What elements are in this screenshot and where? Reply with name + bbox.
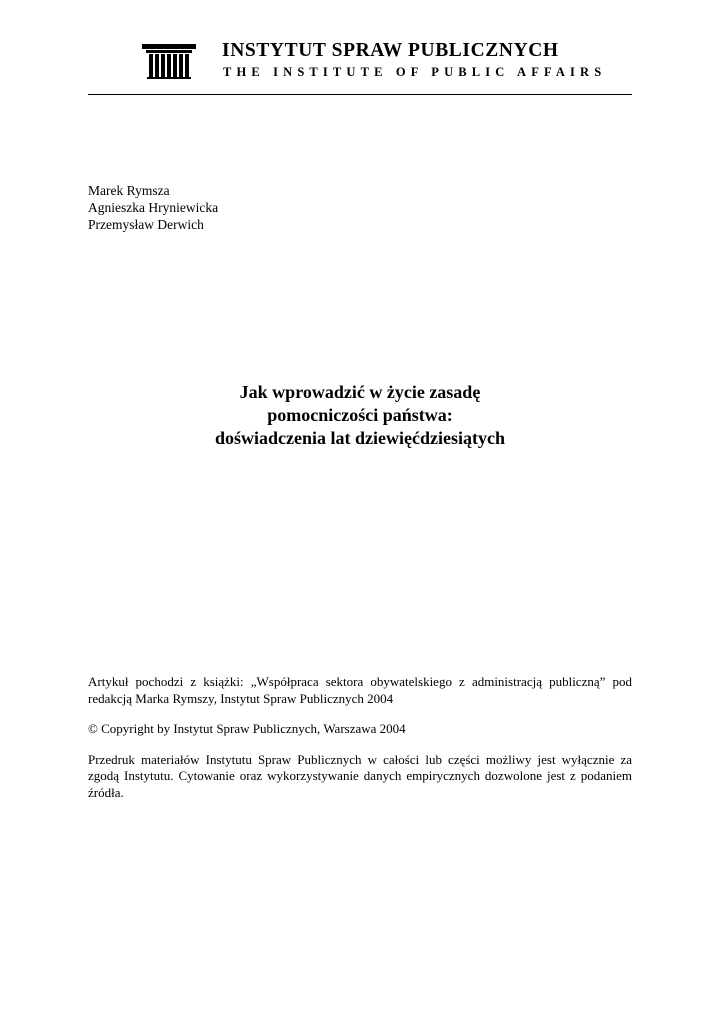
institute-name-english: THE INSTITUTE OF PUBLIC AFFAIRS <box>223 65 607 79</box>
reprint-note: Przedruk materiałów Instytutu Spraw Publicznych w całości lub części możliwy jest wyłącznie za zgodą Instytutu. Cytowanie oraz wykorzystywanie danych empirycznych dozwolone jest z podaniem źródła. <box>88 751 632 800</box>
header-divider <box>88 94 632 95</box>
title-line: pomocniczości państwa: <box>267 405 453 425</box>
document-title <box>88 381 632 450</box>
publication-notes <box>88 674 632 815</box>
author-list <box>88 182 218 233</box>
column-capital-icon <box>142 41 196 79</box>
letterhead <box>88 38 632 96</box>
author-name: Przemysław Derwich <box>88 217 204 232</box>
title-line: Jak wprowadzić w życie zasadę <box>239 382 481 402</box>
copyright-note: © Copyright by Instytut Spraw Publicznych, Warszawa 2004 <box>88 721 406 736</box>
author-name: Marek Rymsza <box>88 183 170 198</box>
author-name: Agnieszka Hryniewicka <box>88 200 219 215</box>
institute-name: INSTYTUT SPRAW PUBLICZNYCH <box>222 40 559 61</box>
source-note: Artykuł pochodzi z książki: „Współpraca sektora obywatelskiego z administracją publiczną” pod redakcją Marka Rymszy, Instytut Spraw Publicznych 2004 <box>88 674 632 706</box>
title-line: doświadczenia lat dziewięćdziesiątych <box>215 428 505 448</box>
